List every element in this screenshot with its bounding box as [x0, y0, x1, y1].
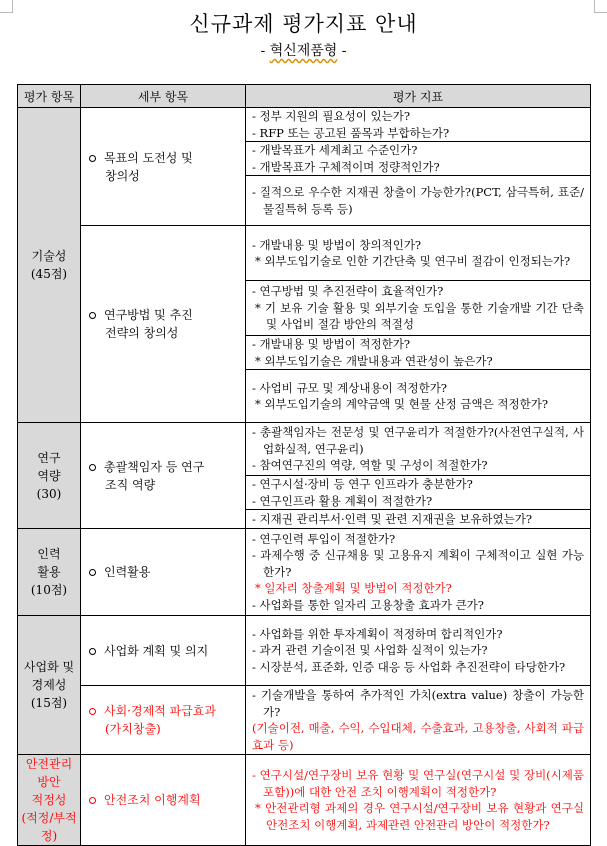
circle-bullet-icon	[89, 648, 96, 655]
sub-item-label-line	[89, 563, 245, 581]
circle-bullet-icon	[89, 797, 96, 804]
indicator-cell	[246, 529, 591, 616]
category-cell	[18, 108, 81, 423]
subtitle-dash: -	[260, 43, 270, 59]
indicator-item: - 개발내용 및 방법이 적정한가?	[252, 337, 410, 351]
category-label-line: (45점)	[30, 267, 68, 281]
indicator-item: - 사업비 규모 및 계상내용이 적정한가?	[252, 380, 447, 395]
page-subtitle	[0, 40, 607, 60]
indicator-item: - 과제수행 중 신규채용 및 고용유지 계획이 구체적이고 실현 가능한가?	[252, 548, 584, 579]
sub-item-label: 전략의 창의성	[105, 326, 179, 340]
indicator-cell	[246, 142, 591, 176]
sub-item-label: 사업화 계획 및 의지	[104, 643, 209, 658]
indicator-item: - 연구인력 투입이 적절한가?	[252, 531, 396, 546]
indicator-item: - 질적으로 우수한 지재권 창출이 가능한가?(PCT, 삼극특허, 표준/물질특허 등록 등)	[252, 185, 584, 216]
sub-item-cell	[81, 529, 246, 616]
category-cell	[18, 616, 81, 755]
indicator-cell	[246, 370, 591, 423]
header-indicator: 평가 지표	[246, 85, 591, 108]
indicator-cell	[246, 281, 591, 336]
table-row	[18, 616, 591, 686]
sub-item-label: 안전조치 이행계획	[104, 793, 201, 807]
category-label-line: 사업화 및	[23, 660, 75, 674]
circle-bullet-icon	[89, 155, 96, 162]
indicator-item: - 총괄책임자는 전문성 및 연구윤리가 적절한가?(사전연구실적, 사업화실적, 연구윤리)	[252, 425, 584, 456]
indicator-item: * 일자리 창출계획 및 방법이 적정한가?	[255, 581, 452, 596]
category-label-line: (10점)	[30, 583, 68, 597]
indicator-item: (기술이전, 매출, 수익, 수입대체, 수출효과, 고용창출, 사회적 파급효과 등)	[252, 721, 584, 752]
category-cell	[18, 529, 81, 616]
category-cell	[18, 423, 81, 529]
category-cell	[18, 755, 81, 846]
sub-item-cell	[81, 226, 246, 423]
indicator-item: * 외부도입기술의 계약금액 및 현물 산정 금액은 적정한가?	[255, 397, 549, 411]
sub-item-label-line	[89, 306, 245, 324]
indicator-item: - 사업화를 위한 투자계획이 적정하며 합리적인가?	[252, 626, 503, 641]
indicator-item: * 기 보유 기술 활용 및 외부기술 도입을 통한 기술개발 기간 단축 및 사업비 절감 방안의 적절성	[255, 300, 584, 332]
sub-item-cell	[81, 755, 246, 846]
circle-bullet-icon	[89, 569, 96, 576]
table-header-row	[18, 85, 591, 108]
indicator-cell	[246, 755, 591, 846]
sub-item-cell	[81, 616, 246, 686]
indicator-item: - 지재권 관리부서·인력 및 관련 지재권을 보유하였는가?	[252, 511, 533, 526]
sub-item-label: 목표의 도전성 및	[104, 150, 193, 165]
indicator-item: * 안전관리형 과제의 경우 연구시설/연구장비 보유 현황과 연구실 안전조치 이행계획, 과제관련 안전관리 방안이 적정한가?	[255, 801, 584, 832]
indicator-cell	[246, 476, 591, 510]
category-label-line: (15점)	[30, 696, 68, 710]
sub-item-label-line	[89, 702, 245, 720]
indicator-cell	[246, 686, 591, 755]
sub-item-cell	[81, 423, 246, 529]
indicator-item: * 외부도입기술로 인한 기간단축 및 연구비 절감이 인정되는가?	[255, 254, 571, 268]
table-row	[18, 686, 591, 755]
sub-item-label: (가치창출)	[105, 722, 161, 736]
indicator-item: - 연구인프라 활용 계획이 적절한가?	[252, 493, 433, 508]
indicator-item: - 연구시설·장비 등 연구 인프라가 충분한가?	[252, 477, 473, 491]
category-label-line: (30)	[36, 486, 62, 501]
indicator-cell	[246, 336, 591, 370]
indicator-item: - 개발목표가 구체적이며 정량적인가?	[252, 159, 440, 174]
circle-bullet-icon	[89, 708, 96, 715]
indicator-item: - 연구방법 및 추진전략이 효율적인가?	[252, 284, 444, 299]
category-label-line: 연구	[37, 450, 61, 465]
circle-bullet-icon	[89, 464, 96, 471]
subtitle-word: 혁신제품형	[269, 43, 338, 59]
sub-item-label: 인력활용	[104, 565, 151, 579]
indicator-cell	[246, 176, 591, 226]
indicator-cell	[246, 108, 591, 142]
category-label-line: 방안	[37, 775, 61, 789]
subtitle-dash: -	[337, 43, 347, 59]
indicator-cell	[246, 423, 591, 476]
indicator-item: - 참여연구진의 역량, 역할 및 구성이 적절한가?	[252, 458, 488, 473]
indicator-item: - 개발내용 및 방법이 창의적인가?	[252, 237, 422, 252]
indicator-item: - 시장분석, 표준화, 인증 대응 등 사업화 추진전략이 타당한가?	[252, 659, 566, 674]
category-label-line: 활용	[37, 565, 61, 579]
indicator-cell	[246, 226, 591, 281]
sub-item-label-line	[89, 476, 245, 494]
sub-item-cell	[81, 108, 246, 226]
category-label-line: (적정/부적정)	[21, 811, 77, 843]
sub-item-label: 조직 역량	[105, 477, 156, 492]
table-row	[18, 108, 591, 142]
page-title: 신규과제 평가지표 안내	[189, 12, 418, 36]
sub-item-label-line	[89, 149, 245, 167]
circle-bullet-icon	[89, 312, 96, 319]
sub-item-label-line	[89, 324, 245, 342]
indicator-cell	[246, 616, 591, 686]
header-sub-item: 세부 항목	[81, 85, 246, 108]
indicator-cell	[246, 510, 591, 529]
table-row	[18, 529, 591, 616]
category-label-line: 기술성	[31, 249, 67, 263]
sub-item-label-line	[89, 642, 245, 660]
sub-item-label-line	[89, 720, 245, 738]
sub-item-label: 사회·경제적 파급효과	[104, 704, 216, 718]
category-label-line: 적정성	[31, 793, 67, 807]
header-category: 평가 항목	[18, 85, 81, 108]
indicator-item: - 연구시설/연구장비 보유 현황 및 연구실(연구시설 및 장비(시제품 포함))에 대한 안전 조치 이행계획이 적정한가?	[252, 768, 584, 799]
indicator-item: - 정부 지원의 필요성이 있는가?	[252, 109, 410, 123]
indicator-item: - 개발목표가 세계최고 수준인가?	[252, 143, 418, 157]
sub-item-label-line	[89, 791, 245, 809]
sub-item-label-line	[89, 167, 245, 185]
table-row	[18, 423, 591, 476]
category-label-line: 경제성	[31, 678, 67, 692]
category-label-line: 안전관리	[25, 757, 73, 771]
sub-item-label: 창의성	[105, 168, 140, 183]
category-label-line: 인력	[37, 547, 61, 561]
evaluation-table	[17, 84, 591, 846]
sub-item-label: 연구방법 및 추진	[104, 308, 193, 322]
indicator-item: - RFP 또는 공고된 품목과 부합하는가?	[252, 125, 450, 140]
category-label-line: 역량	[37, 468, 61, 483]
table-row	[18, 755, 591, 846]
sub-item-label-line	[89, 458, 245, 476]
indicator-item: * 외부도입기술은 개발내용과 연관성이 높은가?	[255, 353, 493, 368]
sub-item-label: 총괄책임자 등 연구	[104, 459, 205, 474]
indicator-item: - 기술개발을 통하여 추가적인 가치(extra value) 창출이 가능한가?	[252, 688, 584, 719]
indicator-item: - 사업화를 통한 일자리 고용창출 효과가 큰가?	[252, 597, 484, 612]
sub-item-cell	[81, 686, 246, 755]
indicator-item: - 과거 관련 기술이전 및 사업화 실적이 있는가?	[252, 643, 488, 658]
table-row	[18, 226, 591, 281]
